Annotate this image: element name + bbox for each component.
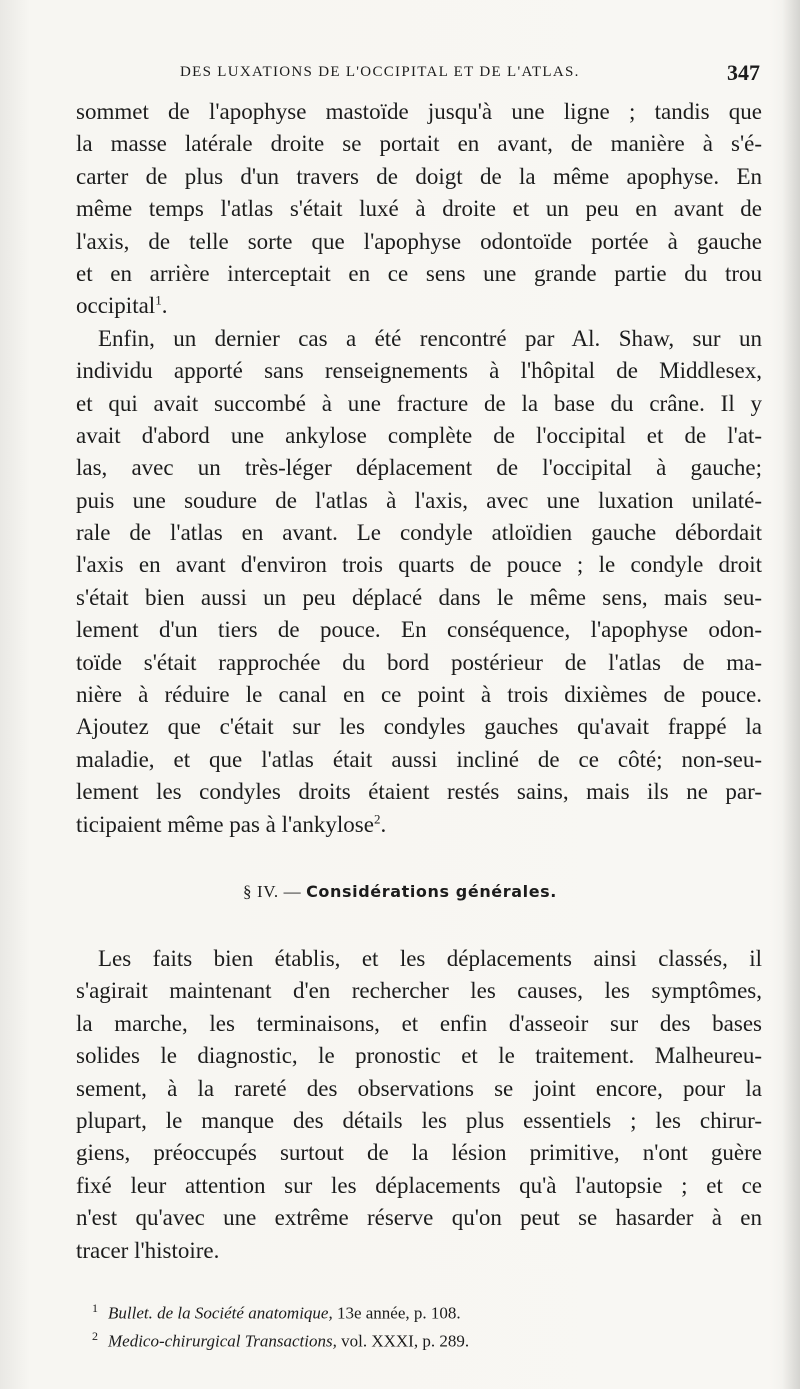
text-line: s'était bien aussi un peu déplacé dans le même sens, mais seu- (76, 584, 762, 610)
footnote-ref: 1 (155, 292, 162, 308)
text-line: même temps l'atlas s'était luxé à droite et un peu en avant de (76, 196, 762, 222)
text-line: fixé leur attention sur les déplacements qu'à l'autopsie ; et ce (76, 1172, 762, 1198)
footnote (92, 1294, 692, 1322)
text-line: las, avec un très-léger déplacement de l'occipital à gauche; (76, 455, 762, 481)
section-title: Considérations générales. (306, 882, 557, 901)
page-edge-shadow (782, 0, 800, 1389)
text-line: Les faits bien établis, et les déplacements ainsi classés, il (98, 946, 762, 971)
text-line: nière à réduire le canal en ce point à trois dixièmes de pouce. (76, 682, 762, 708)
text-line: plupart, le manque des détails les plus essentiels ; les chirur- (76, 1107, 762, 1133)
text-line: Enfin, un dernier cas a été rencontré par Al. Shaw, sur un (98, 325, 762, 351)
text-line: la masse latérale droite se portait en avant, de manière à s'é- (76, 131, 762, 157)
text-line: sommet de l'apophyse mastoïde jusqu'à une ligne ; tandis que (76, 99, 762, 124)
text-line: puis une soudure de l'atlas à l'axis, avec une luxation unilaté- (76, 487, 762, 513)
footnote-source: Bullet. de la Société anatomique, (108, 1303, 333, 1323)
body-text-section-iv (76, 943, 762, 1267)
running-head (180, 62, 760, 86)
section-number: § IV. — (243, 882, 302, 901)
text-line: rale de l'atlas en avant. Le condyle atloïdien gauche débordait (76, 520, 762, 546)
text-line: toïde s'était rapprochée du bord postérieur de l'atlas de ma- (76, 649, 762, 675)
section-heading (0, 882, 800, 902)
text-line: n'est qu'avec une extrême réserve qu'on peut se hasarder à en (76, 1205, 762, 1231)
footnote-detail: 13e année, p. 108. (336, 1303, 461, 1323)
text-line: carter de plus d'un travers de doigt de la même apophyse. En (76, 163, 762, 189)
text-line: tracer l'histoire. (76, 1237, 220, 1263)
text-line: et en arrière interceptait en ce sens une grande partie du trou (76, 260, 762, 286)
text-line: sement, à la rareté des observations se joint encore, pour la (76, 1075, 762, 1101)
text-line: solides le diagnostic, le pronostic et le traitement. Malheureu- (76, 1043, 762, 1069)
footnote-source: Medico-chirurgical Transactions, (108, 1331, 337, 1351)
footnotes (92, 1294, 692, 1350)
page-number: 347 (727, 60, 760, 85)
text-line-with-footnote: ticipaient même pas à l'ankylose$^2$. (76, 810, 387, 837)
text-line: l'axis en avant d'environ trois quarts de pouce ; le condyle droit (76, 552, 762, 578)
footnote-number: 1 (92, 1301, 98, 1315)
text-line: lement d'un tiers de pouce. En conséquence, l'apophyse odon- (76, 617, 762, 643)
text-line: Ajoutez que c'était sur les condyles gauches qu'avait frappé la (76, 714, 762, 740)
text-line: la marche, les terminaisons, et enfin d'asseoir sur des bases (76, 1010, 762, 1036)
text-line: giens, préoccupés surtout de la lésion primitive, n'ont guère (76, 1140, 762, 1166)
text-line: lement les condyles droits étaient restés sains, mais ils ne par- (76, 779, 762, 805)
running-title: DES LUXATIONS DE L'OCCIPITAL ET DE L'ATLAS. (180, 64, 580, 80)
text-line: individu apporté sans renseignements à l'hôpital de Middlesex, (76, 358, 762, 384)
footnote-ref: 2 (373, 810, 381, 826)
body-text (76, 96, 762, 841)
footnote-detail: vol. XXXI, p. 289. (341, 1331, 470, 1351)
text-line-with-footnote: occipital$^1$. (76, 292, 168, 319)
text-line: l'axis, de telle sorte que l'apophyse odontoïde portée à gauche (76, 228, 762, 254)
footnote (92, 1322, 692, 1350)
text-line: s'agirait maintenant d'en rechercher les causes, les symptômes, (76, 978, 762, 1004)
text-line: maladie, et que l'atlas était aussi incliné de ce côté; non-seu- (76, 746, 762, 772)
text-line: et qui avait succombé à une fracture de la base du crâne. Il y (76, 390, 762, 416)
text-fragment: ticipaient même pas à l'ankylose (76, 811, 374, 837)
text-fragment: occipital (76, 293, 156, 319)
text-line: avait d'abord une ankylose complète de l'occipital et de l'at- (76, 422, 762, 448)
footnote-number: 2 (92, 1329, 98, 1343)
